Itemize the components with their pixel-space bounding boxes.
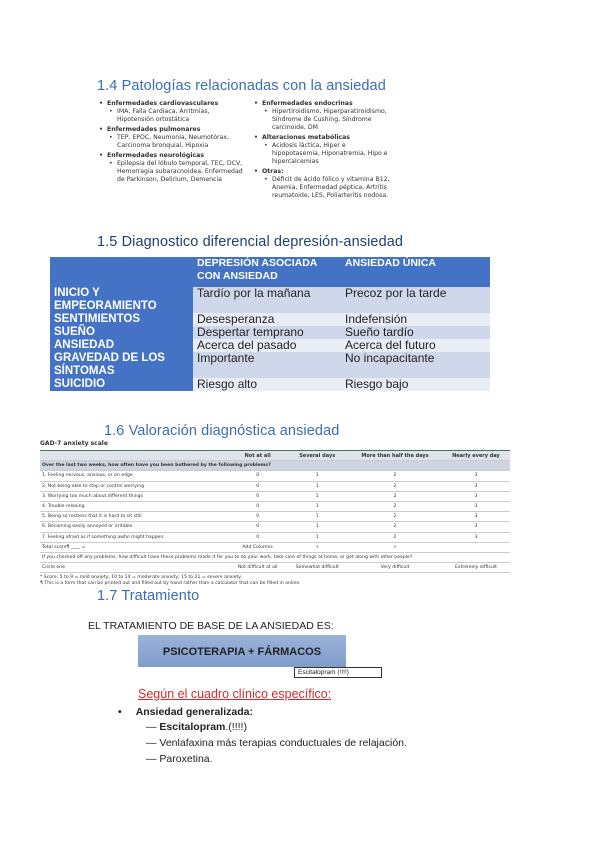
drug-item: — Escitalopram.(!!!!)	[146, 721, 247, 733]
table-cell: Importante	[193, 352, 341, 378]
row-header-cell: ANSIEDAD	[50, 339, 193, 352]
drug-name: Escitalopram	[159, 721, 226, 733]
drug-item: — Venlafaxina más terapias conductuales de relajación.	[146, 737, 407, 749]
table-row	[50, 352, 490, 378]
table-cell: Despertar temprano	[193, 326, 341, 339]
gad-difficulty-option: Not difficult at all	[229, 563, 286, 573]
gad-item-label: 6. Becoming easily annoyed or irritable	[40, 522, 229, 532]
gad-col-header: Nearly every day	[442, 451, 510, 461]
gad-item-row	[40, 481, 510, 491]
pathology-category: • Alteraciones metabólicas	[254, 134, 394, 142]
pathology-item: • Acidosis láctica, Hiper e hipopotasemia, Hiponatremia, Hipo e hipercalcemias	[272, 142, 394, 166]
gad-col-header	[40, 451, 229, 461]
gad-score: 0	[229, 491, 286, 501]
gad-item-row	[40, 491, 510, 501]
gad-total-cell: Total score¶ ____ =	[40, 542, 229, 552]
gad-col-header: Several days	[286, 451, 348, 461]
pathology-item: • Hipertiroidismo, Hiperparatiroidismo, Síndrome de Cushing, Síndrome carcinoide, DM	[272, 108, 394, 132]
gad-item-label: 1. Feeling nervous, anxious, or on edge	[40, 471, 229, 481]
section-title-1-7: 1.7 Tratamiento	[97, 588, 200, 604]
table-cell: Desesperanza	[193, 313, 341, 326]
section-title-1-6: 1.6 Valoración diagnóstica ansiedad	[104, 423, 340, 439]
gad-item-label: 3. Worrying too much about different things	[40, 491, 229, 501]
drug-name: Paroxetina.	[159, 753, 213, 765]
header-cell: ANSIEDAD ÚNICA	[341, 257, 490, 287]
table-cell: Riesgo bajo	[341, 378, 490, 391]
gad-score: 3	[442, 491, 510, 501]
gad-score: 0	[229, 471, 286, 481]
pathology-item: • Epilepsia del lóbulo temporal, TEC, DCV, Hemorragia subaracnoidea, Enfermedad de Parkinson, Delirium, Demencia	[117, 160, 247, 184]
gad-score: 1	[286, 491, 348, 501]
gad-score: 1	[286, 481, 348, 491]
section-title-1-4: 1.4 Patologías relacionadas con la ansiedad	[97, 78, 386, 94]
pathology-item: • Déficit de ácido fólico y vitamina B12, Anemia, Enfermedad péptica, Artritis reumatoide, LES, Poliarteritis nodosa.	[272, 176, 394, 200]
differential-table	[50, 257, 490, 391]
gad-score: 0	[229, 501, 286, 511]
gad-item-label: 2. Not being able to stop or control worrying	[40, 481, 229, 491]
gad7-scale	[40, 440, 510, 586]
pathology-list-left	[99, 98, 247, 184]
gad7-footnotes	[40, 575, 510, 586]
gad-col-header: More than half the days	[348, 451, 442, 461]
treatment-list	[118, 706, 407, 765]
table-row	[50, 378, 490, 391]
pathology-list-right	[254, 98, 394, 200]
gad-score: 3	[442, 512, 510, 522]
gad-footnote: * Score: 5 to 9 = mild anxiety; 10 to 14 = moderate anxiety; 15 to 21 = severe anxiety.	[40, 575, 242, 581]
row-header-cell: SENTIMIENTOS	[50, 313, 193, 326]
table-cell: Indefensión	[341, 313, 490, 326]
clinical-subtitle: Según el cuadro clínico específico:	[138, 687, 332, 701]
header-cell	[50, 257, 193, 287]
pathology-category: • Enfermedades neurológicas	[99, 152, 247, 160]
gad-score: 0	[229, 481, 286, 491]
table-cell: Acerca del futuro	[341, 339, 490, 352]
gad-score: 3	[442, 471, 510, 481]
gad-score: 1	[286, 471, 348, 481]
pathology-item: • IMA, Falla Cardiaca, Arritmias, Hipotensión ortostática	[117, 108, 247, 124]
gad-total-row	[40, 542, 510, 552]
gad-score: 1	[286, 532, 348, 542]
pathology-category: • Enfermedades endocrinas	[254, 100, 394, 108]
row-header-cell: GRAVEDAD DE LOS SÍNTOMAS	[50, 352, 193, 378]
gad-score: 1	[286, 512, 348, 522]
gad-total-cell: +	[348, 542, 442, 552]
gad-item-label: 4. Trouble relaxing	[40, 501, 229, 511]
gad-item-row	[40, 522, 510, 532]
escitalopram-tag: Escitalopram (!!!!)	[294, 667, 382, 678]
pathology-category: • Enfermedades pulmonares	[99, 126, 247, 134]
gad-score: 0	[229, 522, 286, 532]
gad-score: 2	[348, 522, 442, 532]
gad-difficulty-row	[40, 563, 510, 573]
gad-item-row	[40, 532, 510, 542]
gad-col-header: Not at all	[229, 451, 286, 461]
table-cell: Sueño tardío	[341, 326, 490, 339]
section-title-1-5: 1.5 Diagnostico diferencial depresión-ansiedad	[97, 234, 404, 250]
gad-score: 0	[229, 512, 286, 522]
gad-footnote: ¶ This is a form that can be printed out and filled out by hand rather than a calculator that can be filled in online.	[40, 580, 301, 586]
table-cell: Acerca del pasado	[193, 339, 341, 352]
table-header-row	[50, 257, 490, 287]
gad-score: 3	[442, 501, 510, 511]
gad-score: 2	[348, 481, 442, 491]
gad-score: 3	[442, 481, 510, 491]
gad-score: 2	[348, 491, 442, 501]
table-row	[50, 287, 490, 313]
gad-score: 3	[442, 522, 510, 532]
gad7-title: GAD-7 anxiety scale	[40, 440, 108, 447]
gad-score: 1	[286, 522, 348, 532]
gad-score: 0	[229, 532, 286, 542]
gad-item-row	[40, 512, 510, 522]
gad-item-row	[40, 501, 510, 511]
gad-item-label: 5. Being so restless that it is hard to sit still	[40, 512, 229, 522]
gad-score: 2	[348, 512, 442, 522]
header-cell: DEPRESIÓN ASOCIADA CON ANSIEDAD	[193, 257, 341, 287]
gad-item-label: 7. Feeling afraid as if something awful might happen	[40, 532, 229, 542]
gad-difficulty-option: Very difficult	[348, 563, 442, 573]
gad-score: 3	[442, 532, 510, 542]
gad-question: Over the last two weeks, how often have you been bothered by the following problems?	[40, 461, 510, 471]
gad-item-row	[40, 471, 510, 481]
table-cell: No incapacitante	[341, 352, 490, 378]
gad-difficulty-option: Somewhat difficult	[286, 563, 348, 573]
row-header-cell: INICIO Y EMPEORAMIENTO	[50, 287, 193, 313]
gad-score: 2	[348, 532, 442, 542]
drug-name: Venlafaxina más terapias conductuales de relajación.	[159, 737, 407, 749]
row-header-cell: SUICIDIO	[50, 378, 193, 391]
gad-difficulty-option: Extremely difficult	[442, 563, 510, 573]
gad-score: 1	[286, 501, 348, 511]
pathology-category: • Enfermedades cardiovasculares	[99, 100, 247, 108]
pathology-category: • Otras:	[254, 168, 394, 176]
drug-item: — Paroxetina.	[146, 753, 213, 765]
treatment-base-text: EL TRATAMIENTO DE BASE DE LA ANSIEDAD ES:	[88, 620, 334, 632]
bullet-label: Ansiedad generalizada:	[135, 706, 253, 718]
table-cell: Tardío por la mañana	[193, 287, 341, 313]
gad-total-cell: Add Columns	[229, 542, 286, 552]
row-header-cell: SUEÑO	[50, 326, 193, 339]
pathology-item: • TEP, EPOC, Neumonía, Neumotórax, Carcinoma bronquial, Hipoxia	[117, 134, 247, 150]
gad-score: 2	[348, 471, 442, 481]
psychotherapy-drugs-box: PSICOTERAPIA + FÁRMACOS	[138, 635, 346, 667]
gad-total-cell: +	[286, 542, 348, 552]
table-cell: Precoz por la tarde	[341, 287, 490, 313]
table-cell: Riesgo alto	[193, 378, 341, 391]
gad-score: 2	[348, 501, 442, 511]
bullet-generalized: • Ansiedad generalizada:	[118, 706, 253, 718]
drug-note: .(!!!!)	[225, 721, 247, 733]
gad-circle-one: Circle one	[40, 563, 229, 573]
gad-total-cell	[442, 542, 510, 552]
gad-difficulty-question: If you checked off any problems, how difficult have these problems made it for you to do your work, take care of things at home, or get along with other people?	[40, 552, 510, 562]
